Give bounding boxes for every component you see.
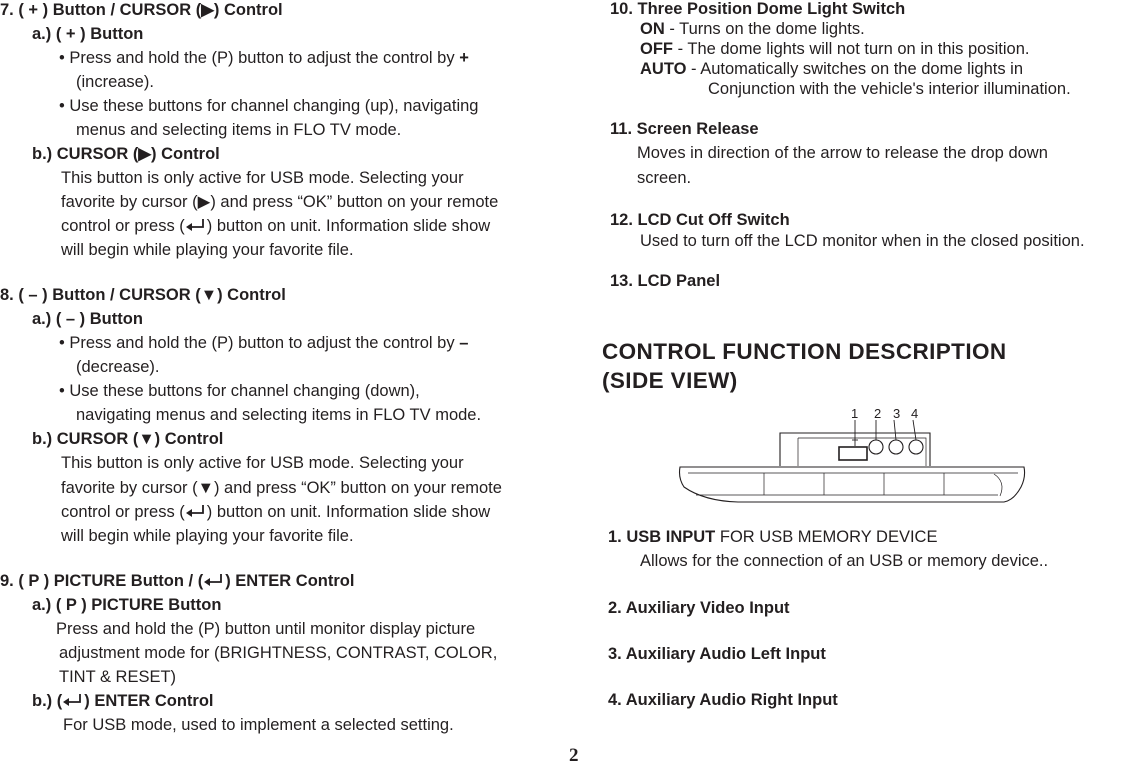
dome-off-text: - The dome lights will not turn on in this position. [673,40,1030,58]
section-subheading: (SIDE VIEW) [602,368,738,393]
section-7b-line-4: will begin while playing your favorite file. [61,241,354,259]
section-8b-title: b.) CURSOR (▼) Control [32,430,224,448]
section-9b-title [32,693,214,710]
section-13-title: 13. LCD Panel [610,272,721,290]
section-7a-bullet-1-cont: (increase). [76,73,154,91]
dome-on-label: ON [640,20,665,38]
enter-arrow-icon [203,573,225,587]
section-9b-line-1: For USB mode, used to implement a selected setting. [63,716,454,734]
section-8b-line-3-pre: control or press ( [61,503,185,521]
input-1-title [608,529,937,546]
section-9a-title: a.) ( P ) PICTURE Button [32,596,222,614]
section-7a-bullet-1-text: • Press and hold the (P) button to adjust the control by [59,49,460,67]
side-view-diagram [676,402,1031,510]
section-7b-line-3-pre: control or press ( [61,217,185,235]
section-8b-line-3 [61,504,490,521]
section-8a-bullet-1 [59,335,468,352]
section-8a-bullet-2-cont: navigating menus and selecting items in FLO TV mode. [76,406,482,424]
section-7a-title: a.) ( + ) Button [32,25,144,43]
input-3-title: 3. Auxiliary Audio Left Input [608,645,826,663]
input-1-title-bold: 1. USB INPUT [608,528,716,546]
section-8b-line-4: will begin while playing your favorite file. [61,527,354,545]
section-8-title: 8. ( – ) Button / CURSOR (▼) Control [0,286,286,304]
section-12-title: 12. LCD Cut Off Switch [610,211,790,229]
input-4-title: 4. Auxiliary Audio Right Input [608,691,838,709]
section-7b-line-2: favorite by cursor (▶) and press “OK” button on your remote [61,193,499,211]
diagram-label-1: 1 [851,406,859,421]
section-9a-line-1: Press and hold the (P) button until monitor display picture [56,620,476,638]
diagram-label-3: 3 [893,406,901,421]
section-9-title [0,573,354,590]
dome-auto-cont: Conjunction with the vehicle's interior illumination. [708,80,1071,98]
section-7b-line-3-post: ) button on unit. Information slide show [206,217,491,235]
diagram-label-4: 4 [911,406,919,421]
section-9-title-post: ) ENTER Control [225,572,355,590]
enter-arrow-icon [185,504,207,518]
section-7b-line-1: This button is only active for USB mode. Selecting your [61,169,464,187]
section-9a-line-2: adjustment mode for (BRIGHTNESS, CONTRAST, COLOR, [59,644,498,662]
dome-off-label: OFF [640,40,673,58]
diagram-label-2: 2 [874,406,882,421]
section-9a-line-3: TINT & RESET) [59,668,177,686]
section-11-line-1: Moves in direction of the arrow to release the drop down [637,144,1048,162]
section-8a-bullet-1-cont: (decrease). [76,358,160,376]
enter-arrow-icon [62,693,84,707]
section-11-line-2: screen. [637,169,692,187]
dome-on-line [640,21,865,38]
section-7a-bullet-2: • Use these buttons for channel changing (up), navigating [59,97,479,115]
enter-arrow-icon [185,218,207,232]
section-8a-title: a.) ( – ) Button [32,310,143,328]
section-heading: CONTROL FUNCTION DESCRIPTION [602,339,1007,364]
section-8a-bullet-1-text: • Press and hold the (P) button to adjust the control by [59,334,460,352]
minus-symbol: – [459,334,469,352]
section-7b-line-3 [61,218,490,235]
page-number: 2 [569,745,579,766]
section-8a-bullet-2: • Use these buttons for channel changing (down), [59,382,420,400]
dome-auto-line [640,61,1023,78]
section-7b-title: b.) CURSOR (▶) Control [32,145,220,163]
section-7-title: 7. ( + ) Button / CURSOR (▶) Control [0,1,283,19]
plus-symbol: + [459,49,469,67]
section-8b-line-1: This button is only active for USB mode. Selecting your [61,454,464,472]
input-2-title: 2. Auxiliary Video Input [608,599,790,617]
section-7a-bullet-2-cont: menus and selecting items in FLO TV mode. [76,121,402,139]
section-9b-title-pre: b.) ( [32,692,63,710]
dome-on-text: - Turns on the dome lights. [664,20,865,38]
dome-auto-text: - Automatically switches on the dome lights in [686,60,1024,78]
section-7a-bullet-1 [59,50,469,67]
dome-off-line [640,41,1029,58]
input-1-title-rest: FOR USB MEMORY DEVICE [715,528,938,546]
section-9-title-pre: 9. ( P ) PICTURE Button / ( [0,572,204,590]
input-1-desc: Allows for the connection of an USB or memory device.. [640,552,1049,570]
section-9b-title-post: ) ENTER Control [84,692,214,710]
section-10-title: 10. Three Position Dome Light Switch [610,0,906,18]
section-11-title: 11. Screen Release [610,120,759,138]
section-12-line-1: Used to turn off the LCD monitor when in the closed position. [640,232,1085,250]
dome-auto-label: AUTO [640,60,687,78]
section-8b-line-3-post: ) button on unit. Information slide show [206,503,491,521]
section-8b-line-2: favorite by cursor (▼) and press “OK” button on your remote [61,479,502,497]
